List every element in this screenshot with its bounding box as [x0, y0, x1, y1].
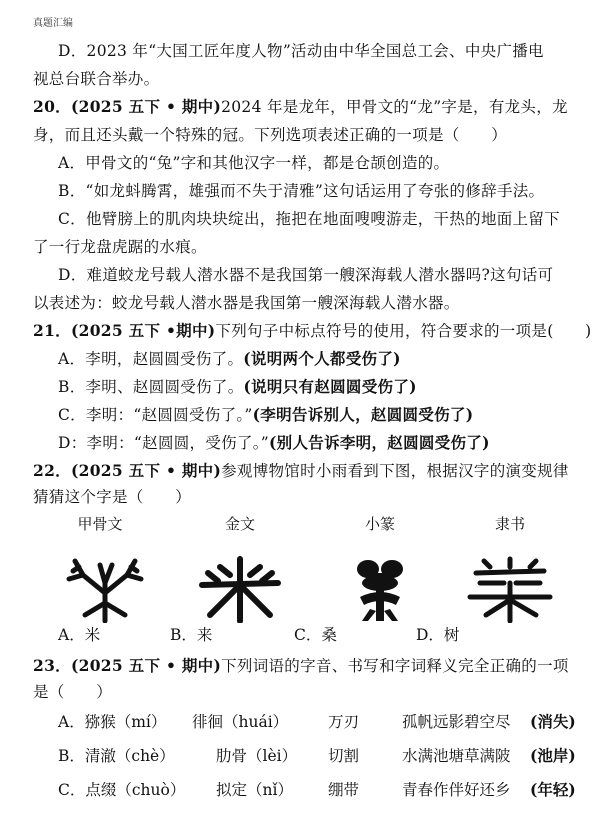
question-tag: (2025 五下 • 期中) — [70, 461, 222, 480]
question-text: 参观博物馆时小雨看到下图，根据汉字的演变规律 — [221, 462, 569, 480]
question-22-stem — [33, 460, 596, 482]
option-text: A．李明，赵圆圆受伤了。 — [58, 350, 244, 368]
question-tag: (2025 五下 •期中) — [70, 321, 216, 340]
option-D: D．树 — [416, 626, 460, 644]
word-note: (池岸) — [530, 746, 576, 765]
word: B．清澈（chè） — [58, 747, 175, 765]
option-C-cont: 了一行龙盘虎踞的水痕。 — [33, 238, 207, 256]
option-note: (别人告诉李明，赵圆圆受伤了) — [269, 433, 490, 452]
question-23-stem — [33, 655, 596, 677]
question-number: 22． — [33, 461, 71, 480]
word: 绷带 — [328, 781, 360, 799]
question-tag: (2025 五下 • 期中) — [70, 656, 222, 675]
option-D — [58, 432, 596, 454]
word: A．猕猴（mí） — [58, 713, 167, 731]
word: 徘徊（huái） — [192, 713, 289, 731]
question-number: 23． — [33, 656, 71, 675]
word: 万刃 — [328, 713, 360, 731]
option-B: B．“如龙蚪腾霄，雄强而不失于清雅”这句话运用了夸张的修辞手法。 — [58, 182, 545, 200]
script-label-oracle: 甲骨文 — [77, 515, 123, 533]
script-label-clerical: 隶书 — [494, 515, 525, 533]
question-text: 2024 年是龙年，甲骨文的“龙”字是，有龙头，龙 — [221, 98, 568, 116]
word: 肋骨（lèi） — [216, 747, 298, 765]
question-text: 猜猜这个字是（ ） — [33, 488, 192, 506]
option-text: C．李明：“赵圆圆受伤了。” — [58, 406, 253, 424]
option-text: D：李明：“赵圆圆，受伤了。” — [58, 434, 270, 452]
option-note: (李明告诉别人，赵圆圆受伤了) — [252, 405, 474, 424]
question-text: 是（ ） — [33, 683, 113, 701]
question-21-stem — [33, 320, 596, 342]
question-tag: (2025 五下 • 期中) — [70, 97, 222, 116]
option-A: A．米 — [58, 626, 101, 644]
option-C — [58, 404, 596, 426]
option-B: B．来 — [170, 626, 213, 644]
option-text: D．2023 年“大国工匠年度人物”活动由中华全国总工会、中央广播电 — [58, 42, 544, 60]
clerical-glyph — [460, 553, 560, 623]
word: C．点缀（chuò） — [58, 781, 186, 799]
question-number: 20． — [33, 97, 71, 116]
option-A — [58, 348, 596, 370]
seal-glyph — [330, 553, 430, 623]
option-text: B．李明、赵圆圆受伤了。 — [58, 378, 244, 396]
oracle-glyph — [55, 553, 155, 623]
script-label-bronze: 金文 — [224, 515, 255, 533]
word: 切割 — [328, 747, 360, 765]
option-C: C．他臂膀上的肌肉块块绽出，拖把在地面嗖嗖游走，干热的地面上留下 — [58, 210, 560, 228]
question-20-stem — [33, 96, 596, 118]
question-text: 下列句子中标点符号的使用，符合要求的一项是( ) — [215, 322, 592, 340]
option-C: C．桑 — [294, 626, 337, 644]
option-note: (说明两个人都受伤了) — [243, 349, 401, 368]
option-D-cont: 以表述为：蛟龙号载人潜水器是我国第一艘深海载人潜水器。 — [33, 294, 460, 312]
word: 拟定（nǐ） — [216, 781, 293, 799]
word-note: (消失) — [530, 712, 576, 731]
word: 青春作伴好还乡 — [402, 781, 511, 799]
question-text: 下列词语的字音、书写和字词释义完全正确的一项 — [221, 657, 569, 675]
question-number: 21． — [33, 321, 71, 340]
word: 水满池塘草满陂 — [402, 747, 511, 765]
script-evolution-figure — [40, 513, 600, 623]
option-B — [58, 376, 596, 398]
option-note: (说明只有赵圆圆受伤了) — [243, 377, 417, 396]
word-note: (年轻) — [530, 780, 576, 799]
option-A: A．甲骨文的“兔”字和其他汉字一样，都是仓颉创造的。 — [58, 154, 450, 172]
page-header: 真题汇编 — [33, 18, 73, 29]
word: 孤帆远影碧空尽 — [402, 713, 511, 731]
option-D: D．难道蛟龙号载人潜水器不是我国第一艘深海载人潜水器吗?这句话可 — [58, 266, 554, 284]
script-label-seal: 小篆 — [364, 515, 395, 533]
question-text: 身，而且还头戴一个特殊的冠。下列选项表述正确的一项是（ ） — [33, 126, 508, 144]
bronze-glyph — [190, 553, 290, 623]
option-text: 视总台联合举办。 — [33, 70, 160, 88]
